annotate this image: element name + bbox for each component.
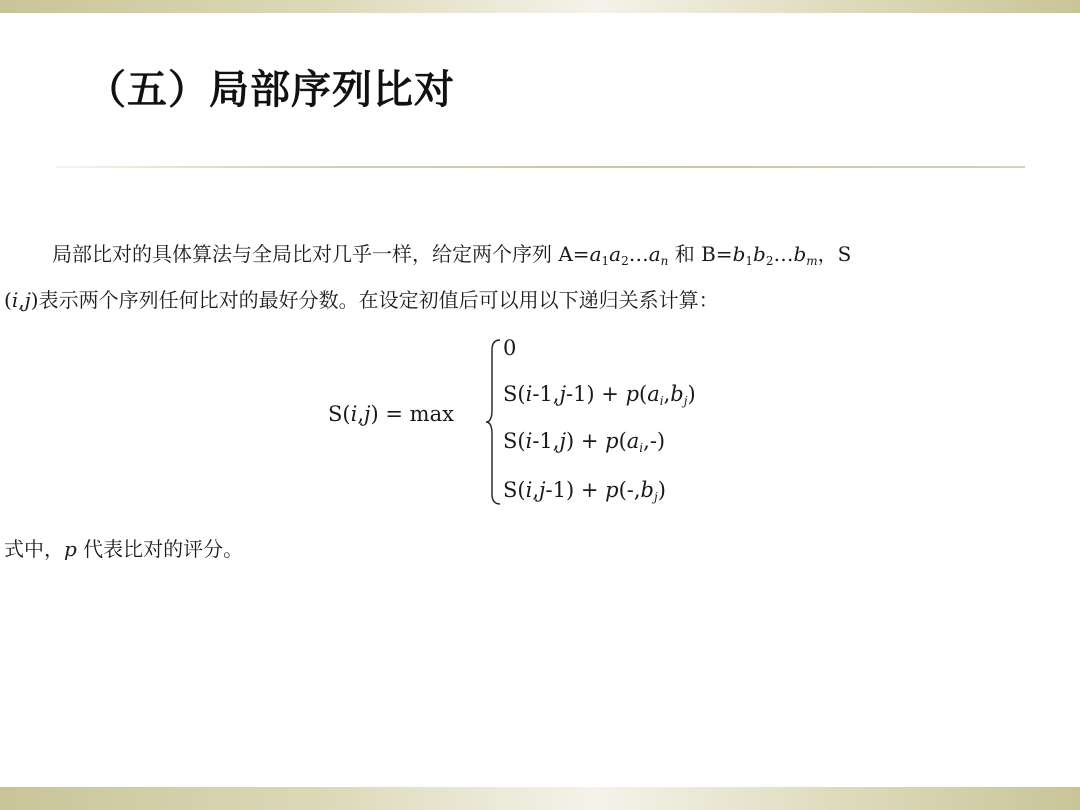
paragraph-line-1: 局部比对的具体算法与全局比对几乎一样，给定两个序列 $A=a_1a_2\dots a_n$ 和 $B=b_1b_2\dots b_m$，S [52,242,852,268]
formula-note: 式中，p 代表比对的评分。 [4,537,244,561]
top-decorative-band [0,0,1080,13]
title-divider [55,166,1025,168]
formula-case-left: $S(i,j-1) + p(-,b_j)$ [503,478,666,504]
slide-title: （五）局部序列比对 [86,67,455,113]
formula-case-diagonal: $S(i-1,j-1) + p(a_i,b_j)$ [503,382,696,408]
formula-brace [484,338,502,506]
bottom-decorative-band [0,787,1080,810]
formula-case-up: $S(i-1,j) + p(a_i,-)$ [503,429,666,455]
formula-case-zero: 0 [503,336,517,360]
paragraph-line-2: (i,j)表示两个序列任何比对的最好分数。在设定初值后可以用以下递归关系计算： [4,288,719,312]
formula-lhs: S(i,j) = max [328,402,454,426]
